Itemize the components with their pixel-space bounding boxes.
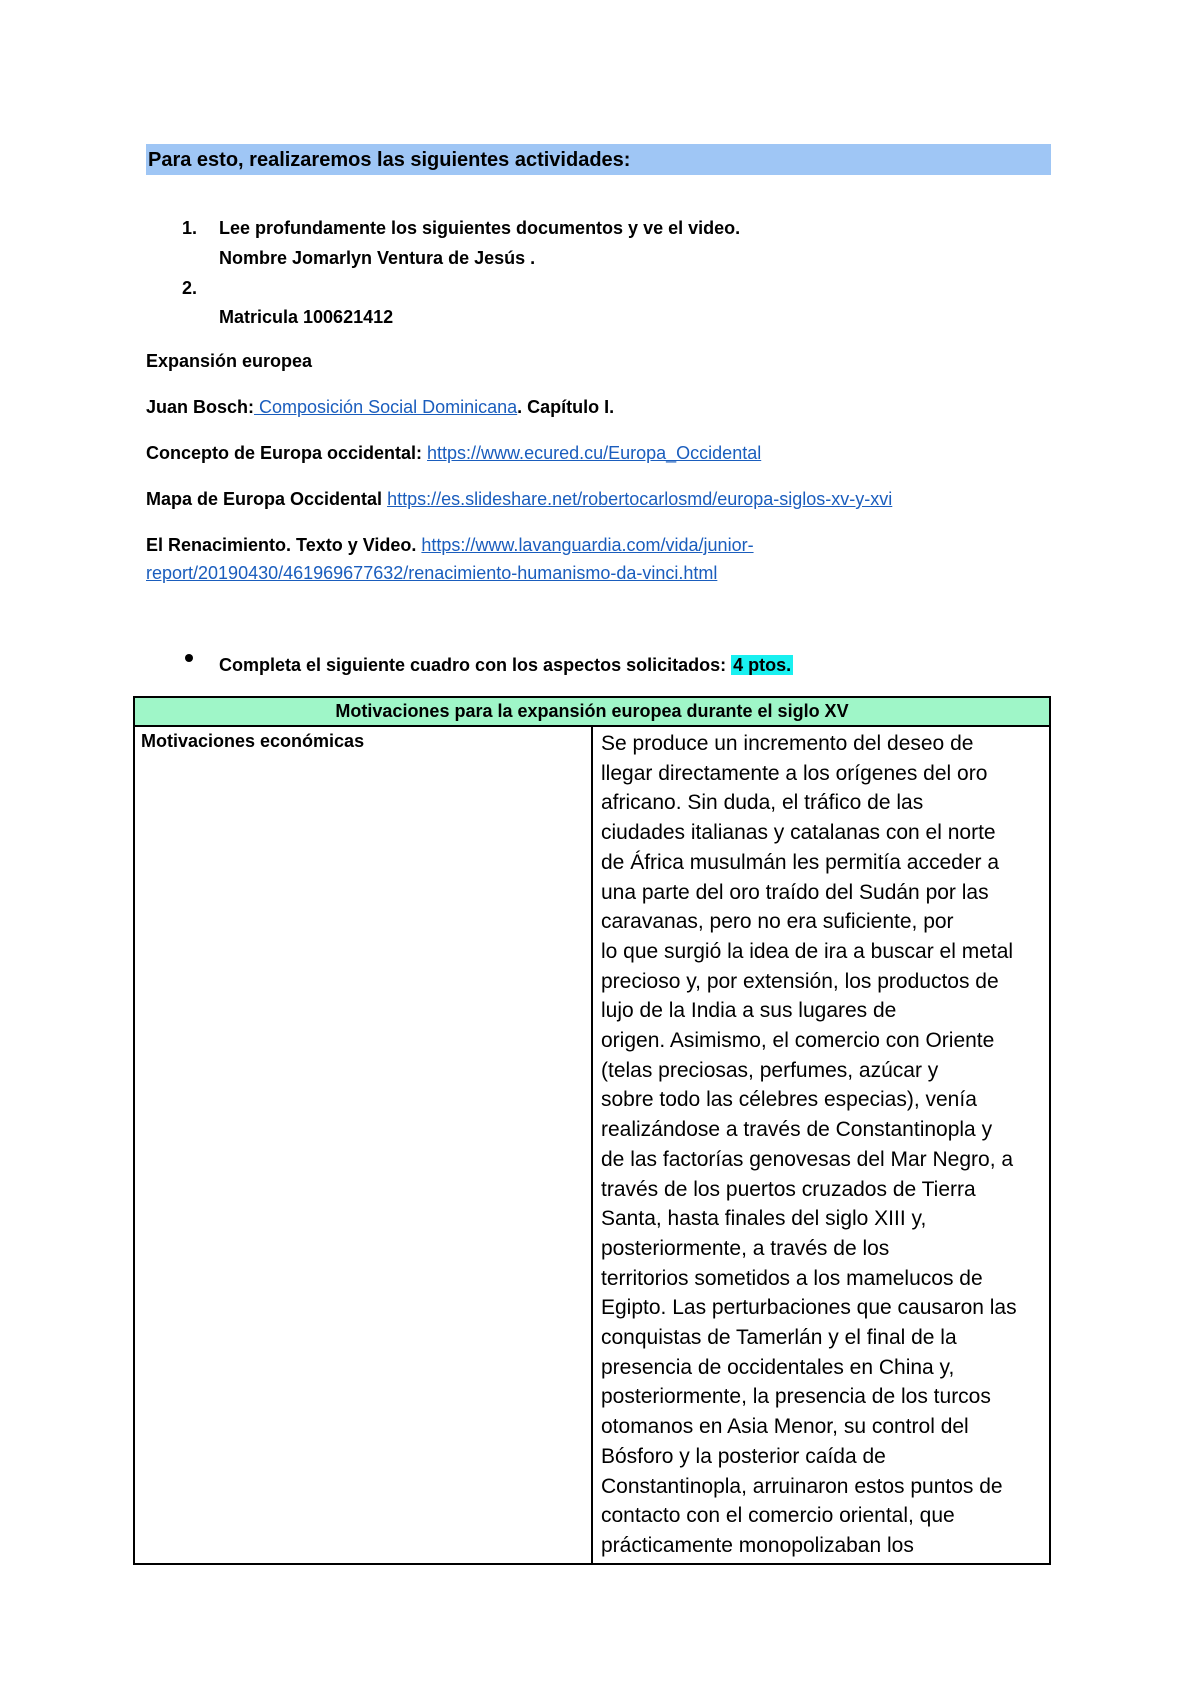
renacimiento-link-part2[interactable]: report/20190430/461969677632/renacimiento-humanismo-da-vinci.html — [146, 563, 718, 583]
concepto-label: Concepto de Europa occidental: — [146, 443, 428, 463]
task-instruction — [219, 655, 793, 676]
bosch-reference — [146, 397, 614, 418]
renacimiento-link-part1[interactable]: https://www.lavanguardia.com/vida/junior- — [421, 535, 754, 555]
points-badge: 4 ptos. — [733, 655, 792, 675]
matricula-line: Matricula 100621412 — [219, 307, 394, 327]
bosch-link[interactable]: Composición Social Dominicana — [254, 397, 518, 417]
mapa-reference — [146, 489, 892, 510]
expansion-label: Expansión europea — [146, 351, 313, 371]
mapa-link[interactable]: https://es.slideshare.net/robertocarlosmd/europa-siglos-xv-y-xvi — [387, 489, 893, 509]
concepto-link[interactable]: https://www.ecured.cu/Europa_Occidental — [427, 443, 762, 463]
row-content-cell: Se produce un incremento del deseo de llegar directamente a los orígenes del oro africano. Sin duda, el tráfico de las ciudades italianas y catalanas con el norte de África musulmán les permitía acceder a una parte del oro traído del Sudán por las caravanas, pero no era suficiente, por lo que surgió la idea de ira a buscar el metal precioso y, por extensión, los productos de lujo de la India a sus lugares de origen. Asimismo, el comercio con Oriente (telas preciosas, perfumes, azúcar y sobre todo las célebres especias), venía realizándose a través de Constantinopla y de las factorías genovesas del Mar Negro, a través de los puertos cruzados de Tierra Santa, hasta finales del siglo XIII y, posteriormente, a través de los territorios sometidos a los mamelucos de Egipto. Las perturbaciones que causaron las conquistas de Tamerlán y el final de la presencia de occidentales en China y, posteriormente, la presencia de los turcos otomanos en Asia Menor, su control del Bósforo y la posterior caída de Constantinopla, arruinaron estos puntos de contacto con el comercio oriental, que prácticamente monopolizaban los — [592, 726, 1050, 1564]
row-label-cell: Motivaciones económicas — [134, 726, 592, 1564]
bosch-suffix: . Capítulo I. — [517, 397, 615, 417]
concepto-reference — [146, 443, 761, 464]
motivations-table — [133, 696, 1051, 1565]
task-text: Completa el siguiente cuadro con los aspectos solicitados: — [219, 655, 732, 675]
renacimiento-reference — [146, 535, 754, 556]
nombre-line: Nombre Jomarlyn Ventura de Jesús . — [219, 248, 536, 268]
list-number-2: 2. — [182, 278, 198, 298]
table-header: Motivaciones para la expansión europea durante el siglo XV — [134, 697, 1050, 726]
renacimiento-link-line2 — [146, 563, 717, 584]
mapa-label: Mapa de Europa Occidental — [146, 489, 388, 509]
renacimiento-label: El Renacimiento. Texto y Video. — [146, 535, 422, 555]
list-number-1: 1. — [182, 218, 198, 238]
section-heading: Para esto, realizaremos las siguientes actividades: — [148, 149, 631, 171]
list-item-1-text: Lee profundamente los siguientes documentos y ve el video. — [219, 218, 741, 238]
bullet-icon — [185, 654, 193, 662]
bosch-label: Juan Bosch: — [146, 397, 255, 417]
